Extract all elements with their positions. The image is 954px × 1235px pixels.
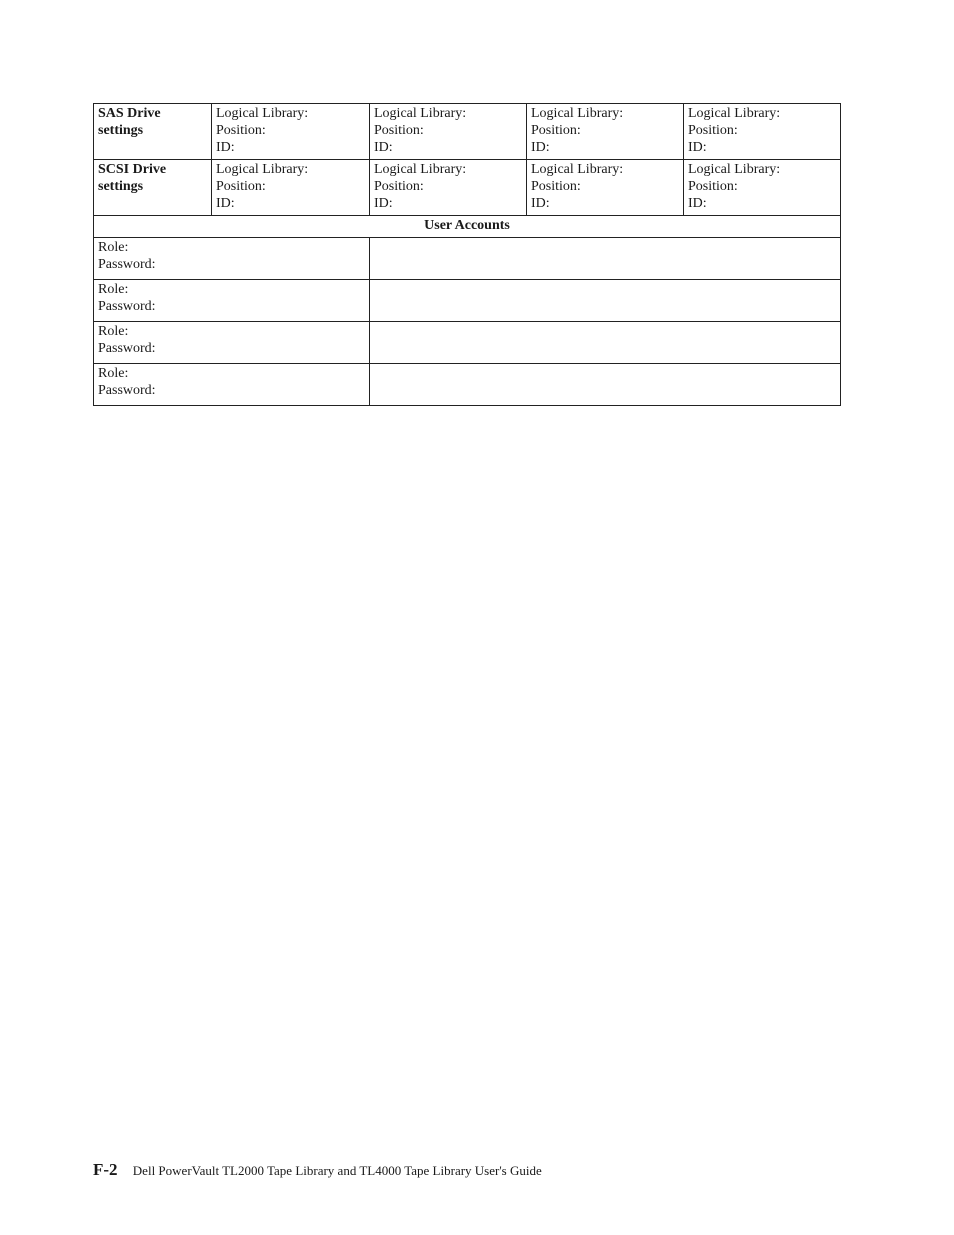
drive-cell (370, 160, 527, 216)
id-label: ID: (216, 140, 235, 155)
user-account-entry (370, 322, 841, 364)
sas-drive-settings-label (94, 104, 212, 160)
scsi-drive-settings-row (94, 160, 841, 216)
user-account-labels (94, 238, 370, 280)
logical-library-label: Logical Library: (688, 106, 781, 121)
position-label: Position: (216, 123, 266, 138)
logical-library-label: Logical Library: (374, 162, 467, 177)
position-label: Position: (216, 179, 266, 194)
page-footer (93, 1160, 542, 1180)
id-label: ID: (688, 196, 707, 211)
user-accounts-heading: User Accounts (94, 216, 841, 238)
drive-cell (684, 160, 841, 216)
position-label: Position: (374, 179, 424, 194)
page-number: F-2 (93, 1160, 118, 1179)
id-label: ID: (216, 196, 235, 211)
scsi-drive-settings-label (94, 160, 212, 216)
id-label: ID: (374, 196, 393, 211)
id-label: ID: (531, 140, 550, 155)
user-account-row (94, 364, 841, 406)
row-label-line: settings (98, 123, 144, 138)
drive-cell (684, 104, 841, 160)
role-label: Role: (98, 240, 129, 255)
id-label: ID: (531, 196, 550, 211)
role-label: Role: (98, 366, 129, 381)
user-accounts-heading-row (94, 216, 841, 238)
sas-drive-settings-row (94, 104, 841, 160)
row-label-line: SAS Drive (98, 106, 161, 121)
password-label: Password: (98, 383, 156, 398)
password-label: Password: (98, 341, 156, 356)
document-title: Dell PowerVault TL2000 Tape Library and TL4000 Tape Library User's Guide (132, 1163, 542, 1178)
user-account-entry (370, 364, 841, 406)
password-label: Password: (98, 299, 156, 314)
user-account-labels (94, 364, 370, 406)
drive-cell (527, 104, 684, 160)
position-label: Position: (374, 123, 424, 138)
logical-library-label: Logical Library: (216, 106, 309, 121)
user-account-row (94, 280, 841, 322)
logical-library-label: Logical Library: (688, 162, 781, 177)
user-account-entry (370, 280, 841, 322)
password-label: Password: (98, 257, 156, 272)
drive-cell (212, 160, 370, 216)
position-label: Position: (531, 123, 581, 138)
logical-library-label: Logical Library: (531, 162, 624, 177)
configuration-worksheet-table (93, 103, 841, 406)
position-label: Position: (688, 123, 738, 138)
user-account-row (94, 238, 841, 280)
position-label: Position: (688, 179, 738, 194)
user-account-labels (94, 280, 370, 322)
logical-library-label: Logical Library: (374, 106, 467, 121)
role-label: Role: (98, 282, 129, 297)
drive-cell (527, 160, 684, 216)
logical-library-label: Logical Library: (216, 162, 309, 177)
drive-cell (212, 104, 370, 160)
id-label: ID: (374, 140, 393, 155)
id-label: ID: (688, 140, 707, 155)
user-account-labels (94, 322, 370, 364)
position-label: Position: (531, 179, 581, 194)
logical-library-label: Logical Library: (531, 106, 624, 121)
user-account-row (94, 322, 841, 364)
row-label-line: SCSI Drive (98, 162, 167, 177)
drive-cell (370, 104, 527, 160)
row-label-line: settings (98, 179, 144, 194)
user-account-entry (370, 238, 841, 280)
role-label: Role: (98, 324, 129, 339)
